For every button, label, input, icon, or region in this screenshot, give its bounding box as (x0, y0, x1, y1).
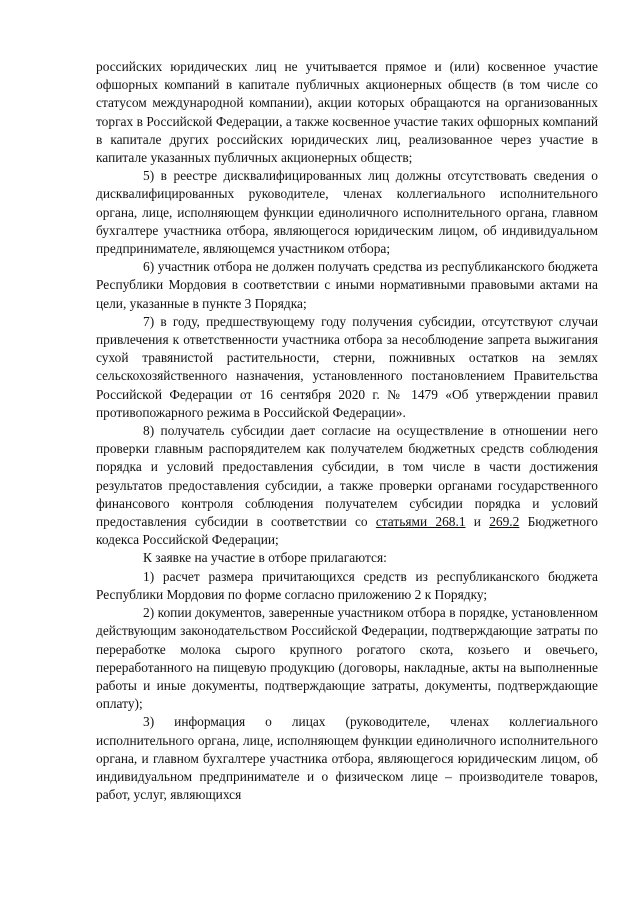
paragraph-attachment-2: 2) копии документов, заверенные участником отбора в порядке, установленном действующим законодательством Российской Федерации, подтверждающие затраты по переработке молока сырого крупного рогатого скота, козьего и овечьего, переработанного на пищевую продукцию (договоры, накладные, акты на выполненные работы и иные документы, подтверждающие затраты, документы, подтверждающие оплату); (96, 605, 598, 712)
paragraph-item-5: 5) в реестре дисквалифицированных лиц должны отсутствовать сведения о дисквалифицированных руководителе, членах коллегиального исполнительного органа, лице, исполняющем функции единоличного исполнительного органа, главном бухгалтере участника отбора, являющегося юридическим лицом, об индивидуальном предпринимателе, являющемся участником отбора; (96, 168, 598, 257)
paragraph-item-8-ending: Бюджетного кодекса Российской Федерации; (96, 514, 598, 548)
paragraph-item-8 (96, 422, 598, 549)
paragraph-item-6: 6) участник отбора не должен получать средства из республиканского бюджета Республики Мордовия в соответствии с иными нормативными правовыми актами на цели, указанные в пункте 3 Порядка; (96, 259, 598, 311)
budget-code-article-link-2[interactable]: 269.2 (489, 514, 520, 530)
paragraph-item-8-conjunction: и (465, 514, 490, 530)
paragraph-item-8-text: 8) получатель субсидии дает согласие на осуществление в отношении него проверки главным распорядителем как получателем бюджетных средств соблюдения порядка и условий предоставления субсидии, в том числе в части достижения результатов предоставления субсидии, а также проверки органами государственного финансового контроля соблюдения получателем субсидии порядка и условий предоставления субсидии в соответствии со (96, 423, 598, 530)
paragraph-item-7: 7) в году, предшествующему году получения субсидии, отсутствуют случаи привлечения к ответственности участника отбора за несоблюдение запрета выжигания сухой травянистой растительности, стерни, пожнивных остатков на землях сельскохозяйственного назначения, установленного постановлением Правительства Российской Федерации от 16 сентября 2020 г. № 1479 «Об утверждении правил противопожарного режима в Российской Федерации». (96, 313, 598, 420)
paragraph-continuation: российских юридических лиц не учитывается прямое и (или) косвенное участие офшорных компаний в капитале публичных акционерных обществ (в том числе со статусом международной компании), акции которых обращаются на организованных торгах в Российской Федерации, а также косвенное участие таких офшорных компаний в капитале других российских юридических лиц, реализованное через участие в капитале указанных публичных акционерных обществ; (96, 59, 598, 166)
paragraph-attachment-1: 1) расчет размера причитающихся средств из республиканского бюджета Республики Мордовия по форме согласно приложению 2 к Порядку; (96, 568, 598, 602)
paragraph-attachment-3: 3) информация о лицах (руководителе, членах коллегиального исполнительного органа, лице, исполняющем функции единоличного исполнительного органа, и главном бухгалтере участника отбора, являющегося юридическим лицом, об индивидуальном предпринимателе и о физическом лице – производителе товаров, работ, услуг, являющихся (96, 714, 598, 803)
budget-code-article-link-1[interactable]: статьями 268.1 (375, 514, 466, 530)
paragraph-attachments-intro: К заявке на участие в отборе прилагаются: (143, 550, 387, 566)
